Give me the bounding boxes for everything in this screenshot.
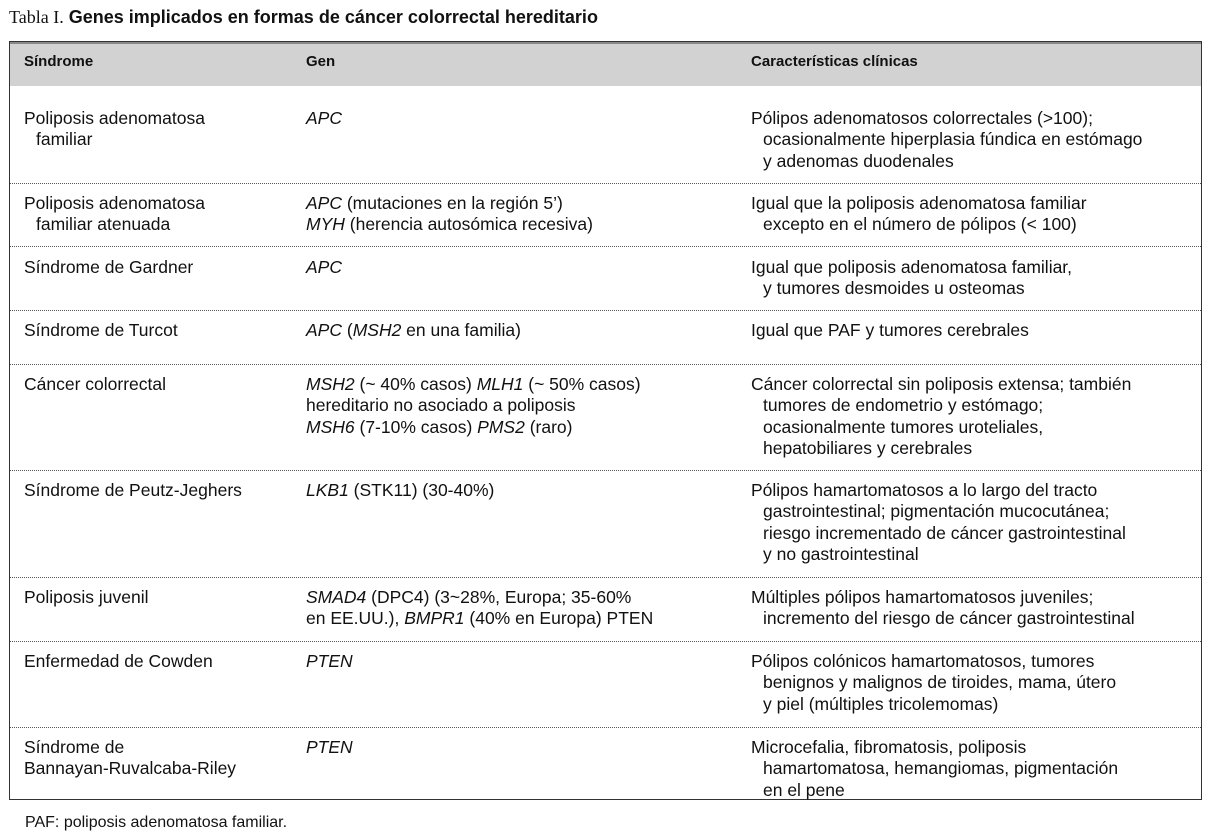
clinical-line: Microcefalia, fibromatosis, poliposis: [751, 737, 1027, 757]
gene-note: en una familia): [401, 320, 521, 340]
gene-line: [306, 480, 494, 501]
cell-clinical: [751, 320, 1029, 341]
gene-note: hereditario no asociado a poliposis: [306, 395, 576, 416]
cell-gene: [306, 257, 342, 278]
gene-note: (~ 50% casos): [523, 374, 641, 394]
gene-note: (raro): [524, 416, 573, 437]
syndrome-line: familiar atenuada: [36, 214, 171, 235]
gene-symbol: SMAD4: [306, 587, 367, 607]
gene-line: [306, 108, 342, 129]
syndrome-line: Síndrome de Turcot: [24, 320, 178, 340]
gene-symbol: MYH: [306, 214, 345, 235]
cell-gene: [306, 193, 593, 236]
clinical-line: y tumores desmoides u osteomas: [763, 278, 1025, 299]
cell-syndrome: [24, 108, 205, 151]
table-row: [10, 737, 1201, 801]
gene-symbol: LKB1: [306, 480, 349, 500]
cell-gene: [306, 480, 494, 501]
header-syndrome: Síndrome: [24, 53, 94, 70]
gene-symbol: APC: [306, 108, 342, 128]
gene-line: [306, 651, 353, 672]
caption-label: Tabla I.: [9, 7, 64, 27]
cell-clinical: [751, 257, 1072, 300]
cell-gene: [306, 651, 353, 672]
table-row: [10, 193, 1201, 247]
table-row: [10, 108, 1201, 184]
cell-gene: [306, 374, 641, 438]
table-row: [10, 257, 1201, 311]
clinical-line: Múltiples pólipos hamartomatosos juveniles;: [751, 587, 1094, 607]
cell-syndrome: [24, 737, 236, 780]
syndrome-line: Síndrome de Gardner: [24, 257, 194, 277]
table-header: [10, 42, 1201, 86]
cell-syndrome: [24, 320, 178, 341]
table-row: [10, 480, 1201, 578]
cell-gene: [306, 737, 353, 758]
clinical-line: hepatobiliares y cerebrales: [763, 437, 973, 458]
clinical-line: y piel (múltiples tricolemomas): [763, 693, 999, 714]
cell-syndrome: [24, 651, 213, 672]
gene-symbol: APC: [306, 193, 342, 213]
gene-symbol: MSH2: [306, 374, 355, 394]
gene-line: [306, 214, 593, 235]
clinical-line: riesgo incrementado de cáncer gastrointestinal: [763, 522, 1126, 543]
gene-line: [306, 608, 653, 629]
syndrome-line: Poliposis juvenil: [24, 587, 149, 607]
gene-symbol: PTEN: [306, 737, 353, 757]
table-row: [10, 651, 1201, 728]
clinical-line: benignos y malignos de tiroides, mama, útero: [763, 672, 1117, 693]
header-gene: Gen: [306, 53, 336, 70]
cell-gene: [306, 320, 521, 341]
gene-symbol: PTEN: [306, 651, 353, 671]
clinical-line: incremento del riesgo de cáncer gastrointestinal: [763, 608, 1135, 629]
genes-table: [9, 41, 1202, 800]
gene-note: (STK11) (30-40%): [348, 480, 495, 500]
gene-line: [306, 374, 641, 395]
syndrome-line: familiar: [36, 129, 93, 150]
gene-symbol: APC: [306, 257, 342, 277]
gene-line: [306, 417, 641, 438]
gene-line: [306, 320, 521, 341]
syndrome-line: Síndrome de: [24, 737, 125, 757]
gene-line: [306, 737, 353, 758]
caption-title: Genes implicados en formas de cáncer colorrectal hereditario: [68, 7, 598, 27]
gene-note: (DPC4) (3~28%, Europa; 35-60%: [366, 587, 632, 607]
gene-note: en EE.UU.),: [306, 608, 405, 629]
clinical-line: Cáncer colorrectal sin poliposis extensa; también: [751, 374, 1132, 394]
clinical-line: ocasionalmente hiperplasia fúndica en estómago: [763, 129, 1143, 150]
gene-note: (7-10% casos): [354, 416, 478, 437]
cell-clinical: [751, 480, 1126, 565]
gene-note: (mutaciones en la región 5’): [341, 193, 563, 213]
cell-gene: [306, 587, 653, 630]
cell-clinical: [751, 737, 1118, 801]
cell-clinical: [751, 651, 1116, 715]
clinical-line: Igual que la poliposis adenomatosa familiar: [751, 193, 1087, 213]
clinical-line: excepto en el número de pólipos (< 100): [763, 214, 1077, 235]
syndrome-line: Enfermedad de Cowden: [24, 651, 213, 671]
clinical-line: ocasionalmente tumores uroteliales,: [763, 416, 1044, 437]
gene-symbol: BMPR1: [404, 608, 465, 629]
clinical-line: y adenomas duodenales: [763, 150, 954, 171]
clinical-line: Pólipos colónicos hamartomatosos, tumores: [751, 651, 1095, 671]
cell-clinical: [751, 108, 1142, 172]
clinical-line: Igual que PAF y tumores cerebrales: [751, 320, 1029, 340]
gene-symbol: MLH1: [476, 374, 524, 394]
clinical-line: tumores de endometrio y estómago;: [763, 395, 1044, 416]
gene-line: [306, 587, 653, 608]
table-caption: [9, 6, 598, 30]
cell-syndrome: [24, 374, 166, 395]
gene-symbol: MSH6: [306, 416, 355, 437]
cell-clinical: [751, 374, 1131, 459]
syndrome-line: Síndrome de Peutz-Jeghers: [24, 480, 242, 500]
clinical-line: en el pene: [763, 779, 845, 800]
table-row: [10, 587, 1201, 642]
clinical-line: gastrointestinal; pigmentación mucocutánea;: [763, 501, 1110, 522]
cell-clinical: [751, 587, 1135, 630]
gene-note: (: [341, 320, 353, 340]
clinical-line: hamartomatosa, hemangiomas, pigmentación: [763, 758, 1119, 779]
gene-note: (40% en Europa) PTEN: [464, 608, 654, 629]
cell-syndrome: [24, 193, 205, 236]
clinical-line: Pólipos adenomatosos colorrectales (>100);: [751, 108, 1093, 128]
gene-symbol: MSH2: [352, 320, 402, 340]
syndrome-line: Poliposis adenomatosa: [24, 108, 205, 128]
gene-note: (herencia autosómica recesiva): [344, 214, 593, 235]
cell-syndrome: [24, 257, 193, 278]
syndrome-line: Poliposis adenomatosa: [24, 193, 205, 213]
clinical-line: y no gastrointestinal: [763, 543, 919, 564]
table-row: [10, 320, 1201, 365]
cell-gene: [306, 108, 342, 129]
gene-line: [306, 193, 593, 214]
table-row: [10, 374, 1201, 471]
gene-symbol: APC: [306, 320, 342, 340]
gene-note: (~ 40% casos): [354, 374, 477, 394]
gene-line: [306, 257, 342, 278]
syndrome-line: Cáncer colorrectal: [24, 374, 166, 394]
clinical-line: Igual que poliposis adenomatosa familiar,: [751, 257, 1073, 277]
cell-clinical: [751, 193, 1087, 236]
syndrome-line: Bannayan-Ruvalcaba-Riley: [24, 758, 237, 779]
gene-line: [306, 395, 641, 416]
table-footnote: PAF: poliposis adenomatosa familiar.: [25, 814, 288, 831]
cell-syndrome: [24, 587, 149, 608]
gene-symbol: PMS2: [477, 416, 525, 437]
cell-syndrome: [24, 480, 242, 501]
header-clinical: Características clínicas: [751, 53, 918, 70]
clinical-line: Pólipos hamartomatosos a lo largo del tracto: [751, 480, 1098, 500]
